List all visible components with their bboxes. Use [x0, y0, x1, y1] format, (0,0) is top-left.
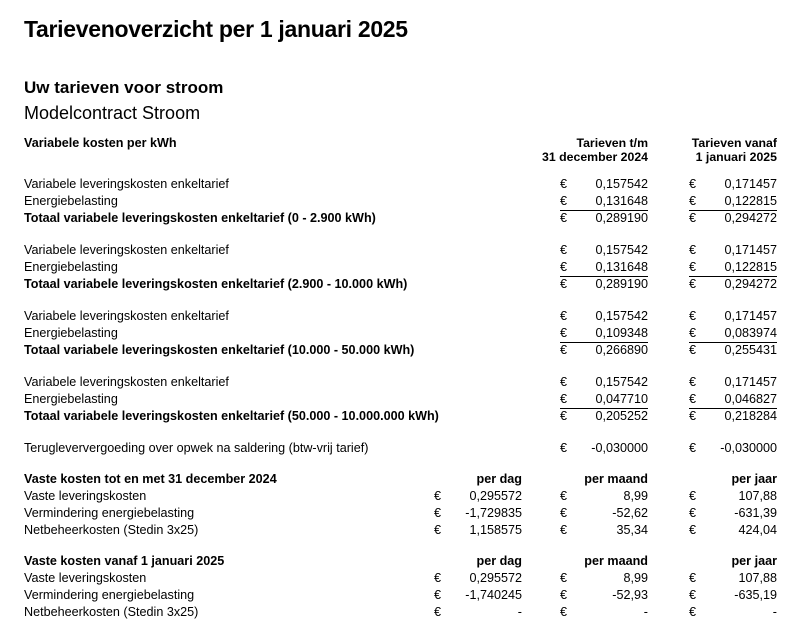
euro-symbol: €	[689, 409, 697, 423]
fixed-costs-2025-section	[24, 553, 777, 621]
amount-2025	[689, 440, 777, 457]
amount-value: 0,131648	[595, 194, 648, 208]
amount-per-maand	[560, 587, 648, 604]
euro-symbol: €	[560, 571, 568, 585]
euro-symbol: €	[689, 489, 697, 503]
row-label: Energiebelasting	[24, 392, 118, 406]
amount-per-dag	[434, 522, 522, 539]
table-row-total	[24, 342, 777, 359]
amount-value: -1,729835	[465, 506, 522, 520]
row-label: Vaste leveringskosten	[24, 571, 147, 585]
amount-2024	[560, 259, 648, 277]
amount-per-maand	[560, 505, 648, 522]
amount-2025	[689, 342, 777, 359]
euro-symbol: €	[434, 506, 442, 520]
euro-symbol: €	[560, 441, 568, 455]
amount-value: -	[772, 605, 777, 619]
euro-symbol: €	[689, 243, 697, 257]
euro-symbol: €	[689, 194, 697, 208]
variable-costs-header-row	[24, 136, 777, 164]
amount-per-maand	[560, 522, 648, 539]
amount-2025	[689, 374, 777, 391]
amount-value: 8,99	[623, 489, 648, 503]
feedin-row	[24, 440, 777, 457]
column-header-per-jaar: per jaar	[731, 472, 777, 486]
amount-2024	[560, 440, 648, 457]
amount-value: 424,04	[738, 523, 777, 537]
table-row	[24, 176, 777, 193]
amount-value: 0,218284	[724, 409, 777, 423]
amount-per-jaar	[689, 570, 777, 587]
amount-2024	[560, 276, 648, 293]
euro-symbol: €	[560, 588, 568, 602]
amount-2024	[560, 342, 648, 359]
amount-value: 0,266890	[595, 343, 648, 357]
euro-symbol: €	[434, 588, 442, 602]
amount-2024	[560, 325, 648, 343]
euro-symbol: €	[434, 489, 442, 503]
row-label: Terugleververgoeding over opwek na saldering (btw-vrij tarief)	[24, 441, 369, 455]
amount-value: 0,109348	[595, 326, 648, 340]
amount-value: 107,88	[738, 571, 777, 585]
amount-per-jaar	[689, 488, 777, 505]
euro-symbol: €	[689, 506, 697, 520]
row-label: Variabele leveringskosten enkeltarief	[24, 309, 229, 323]
variable-block-50000-10000000	[24, 374, 777, 425]
row-label: Vermindering energiebelasting	[24, 588, 195, 602]
amount-2024	[560, 242, 648, 259]
row-label: Vaste leveringskosten	[24, 489, 147, 503]
amount-value: 0,289190	[595, 211, 648, 225]
column-header-2024-line2: 31 december 2024	[542, 150, 648, 164]
table-row	[24, 391, 777, 408]
euro-symbol: €	[560, 177, 568, 191]
euro-symbol: €	[560, 194, 568, 208]
amount-value: 0,157542	[595, 309, 648, 323]
amount-per-dag	[434, 604, 522, 621]
table-row-total	[24, 210, 777, 227]
row-label: Variabele leveringskosten enkeltarief	[24, 375, 229, 389]
amount-value: -	[517, 605, 522, 619]
euro-symbol: €	[689, 588, 697, 602]
amount-2024	[560, 193, 648, 211]
euro-symbol: €	[434, 571, 442, 585]
amount-2024	[560, 308, 648, 325]
row-label: Totaal variabele leveringskosten enkeltarief (0 - 2.900 kWh)	[24, 211, 376, 225]
amount-2025	[689, 193, 777, 211]
amount-per-maand	[560, 570, 648, 587]
euro-symbol: €	[689, 343, 697, 357]
euro-symbol: €	[434, 523, 442, 537]
euro-symbol: €	[560, 309, 568, 323]
table-row	[24, 374, 777, 391]
amount-value: 0,122815	[724, 194, 777, 208]
amount-value: 0,171457	[724, 243, 777, 257]
euro-symbol: €	[689, 260, 697, 274]
amount-value: -635,19	[734, 588, 777, 602]
column-header-2024-line1: Tarieven t/m	[576, 136, 648, 150]
euro-symbol: €	[689, 277, 697, 291]
amount-value: 0,171457	[724, 375, 777, 389]
column-header-2025-line1: Tarieven vanaf	[691, 136, 777, 150]
amount-value: 107,88	[738, 489, 777, 503]
fixed-costs-2024-header-row	[24, 471, 777, 488]
fixed-costs-2024-title: Vaste kosten tot en met 31 december 2024	[24, 472, 277, 486]
row-label: Netbeheerkosten (Stedin 3x25)	[24, 605, 199, 619]
euro-symbol: €	[689, 605, 697, 619]
amount-2024	[560, 176, 648, 193]
amount-value: 0,083974	[724, 326, 777, 340]
table-row-total	[24, 276, 777, 293]
amount-value: 0,131648	[595, 260, 648, 274]
amount-per-maand	[560, 488, 648, 505]
row-label: Totaal variabele leveringskosten enkeltarief (10.000 - 50.000 kWh)	[24, 343, 415, 357]
euro-symbol: €	[560, 211, 568, 225]
amount-value: 0,122815	[724, 260, 777, 274]
amount-per-jaar	[689, 604, 777, 621]
amount-per-dag	[434, 587, 522, 604]
amount-2025	[689, 242, 777, 259]
amount-2025	[689, 391, 777, 409]
variable-block-0-2900	[24, 176, 777, 227]
amount-value: 0,295572	[469, 571, 522, 585]
euro-symbol: €	[560, 343, 568, 357]
table-row	[24, 587, 777, 604]
row-label: Variabele leveringskosten enkeltarief	[24, 177, 229, 191]
amount-value: 0,157542	[595, 243, 648, 257]
euro-symbol: €	[689, 523, 697, 537]
row-label: Energiebelasting	[24, 260, 118, 274]
amount-2024	[560, 391, 648, 409]
amount-value: 0,294272	[724, 211, 777, 225]
contract-name: Modelcontract Stroom	[24, 103, 201, 123]
section-title-stroom: Uw tarieven voor stroom	[24, 78, 224, 97]
amount-per-dag	[434, 570, 522, 587]
euro-symbol: €	[560, 506, 568, 520]
row-label: Energiebelasting	[24, 194, 118, 208]
row-label: Totaal variabele leveringskosten enkeltarief (50.000 - 10.000.000 kWh)	[24, 409, 439, 423]
amount-value: -0,030000	[720, 441, 777, 455]
table-row-total	[24, 408, 777, 425]
amount-value: 0,205252	[595, 409, 648, 423]
page-title: Tarievenoverzicht per 1 januari 2025	[24, 16, 408, 42]
euro-symbol: €	[689, 309, 697, 323]
row-label: Variabele leveringskosten enkeltarief	[24, 243, 229, 257]
amount-value: 0,157542	[595, 177, 648, 191]
amount-value: -0,030000	[591, 441, 648, 455]
amount-value: -	[643, 605, 648, 619]
amount-value: 35,34	[616, 523, 648, 537]
amount-value: 8,99	[623, 571, 648, 585]
euro-symbol: €	[434, 605, 442, 619]
amount-value: -1,740245	[465, 588, 522, 602]
fixed-costs-2025-header-row	[24, 553, 777, 570]
row-label: Netbeheerkosten (Stedin 3x25)	[24, 523, 199, 537]
amount-value: 0,171457	[724, 309, 777, 323]
row-label: Vermindering energiebelasting	[24, 506, 195, 520]
column-header-2024	[518, 136, 648, 164]
amount-value: 0,157542	[595, 375, 648, 389]
amount-per-dag	[434, 505, 522, 522]
column-header-per-dag: per dag	[476, 554, 522, 568]
variable-costs-title: Variabele kosten per kWh	[24, 136, 177, 150]
amount-value: 0,046827	[724, 392, 777, 406]
amount-value: 0,047710	[595, 392, 648, 406]
euro-symbol: €	[560, 392, 568, 406]
table-row	[24, 505, 777, 522]
amount-2024	[560, 408, 648, 425]
amount-per-dag	[434, 488, 522, 505]
table-row	[24, 259, 777, 276]
euro-symbol: €	[689, 392, 697, 406]
amount-2025	[689, 325, 777, 343]
amount-value: -52,93	[612, 588, 648, 602]
euro-symbol: €	[689, 211, 697, 225]
column-header-2025-line2: 1 januari 2025	[695, 150, 777, 164]
table-row	[24, 325, 777, 342]
amount-per-jaar	[689, 522, 777, 539]
column-header-2025	[648, 136, 777, 164]
amount-2025	[689, 176, 777, 193]
amount-value: 0,295572	[469, 489, 522, 503]
fixed-costs-2024-section	[24, 471, 777, 539]
euro-symbol: €	[560, 375, 568, 389]
amount-2025	[689, 259, 777, 277]
amount-2024	[560, 374, 648, 391]
table-row	[24, 193, 777, 210]
euro-symbol: €	[689, 441, 697, 455]
amount-value: 0,171457	[724, 177, 777, 191]
amount-2025	[689, 408, 777, 425]
amount-value: -631,39	[734, 506, 777, 520]
euro-symbol: €	[689, 375, 697, 389]
euro-symbol: €	[560, 326, 568, 340]
amount-per-maand	[560, 604, 648, 621]
amount-value: 1,158575	[469, 523, 522, 537]
amount-per-jaar	[689, 587, 777, 604]
fixed-costs-2025-title: Vaste kosten vanaf 1 januari 2025	[24, 554, 225, 568]
table-row	[24, 604, 777, 621]
amount-2025	[689, 210, 777, 227]
euro-symbol: €	[560, 260, 568, 274]
euro-symbol: €	[560, 489, 568, 503]
row-label: Totaal variabele leveringskosten enkeltarief (2.900 - 10.000 kWh)	[24, 277, 408, 291]
table-row	[24, 570, 777, 587]
amount-value: 0,255431	[724, 343, 777, 357]
euro-symbol: €	[560, 523, 568, 537]
variable-block-10000-50000	[24, 308, 777, 359]
column-header-per-jaar: per jaar	[731, 554, 777, 568]
euro-symbol: €	[689, 177, 697, 191]
amount-value: -52,62	[612, 506, 648, 520]
amount-per-jaar	[689, 505, 777, 522]
table-row	[24, 522, 777, 539]
euro-symbol: €	[689, 571, 697, 585]
amount-value: 0,289190	[595, 277, 648, 291]
column-header-per-dag: per dag	[476, 472, 522, 486]
amount-2025	[689, 308, 777, 325]
euro-symbol: €	[560, 243, 568, 257]
amount-value: 0,294272	[724, 277, 777, 291]
row-label: Energiebelasting	[24, 326, 118, 340]
amount-2025	[689, 276, 777, 293]
table-row	[24, 308, 777, 325]
euro-symbol: €	[560, 277, 568, 291]
table-row	[24, 488, 777, 505]
euro-symbol: €	[560, 409, 568, 423]
euro-symbol: €	[560, 605, 568, 619]
amount-2024	[560, 210, 648, 227]
variable-block-2900-10000	[24, 242, 777, 293]
column-header-per-maand: per maand	[584, 472, 648, 486]
euro-symbol: €	[689, 326, 697, 340]
table-row	[24, 242, 777, 259]
column-header-per-maand: per maand	[584, 554, 648, 568]
